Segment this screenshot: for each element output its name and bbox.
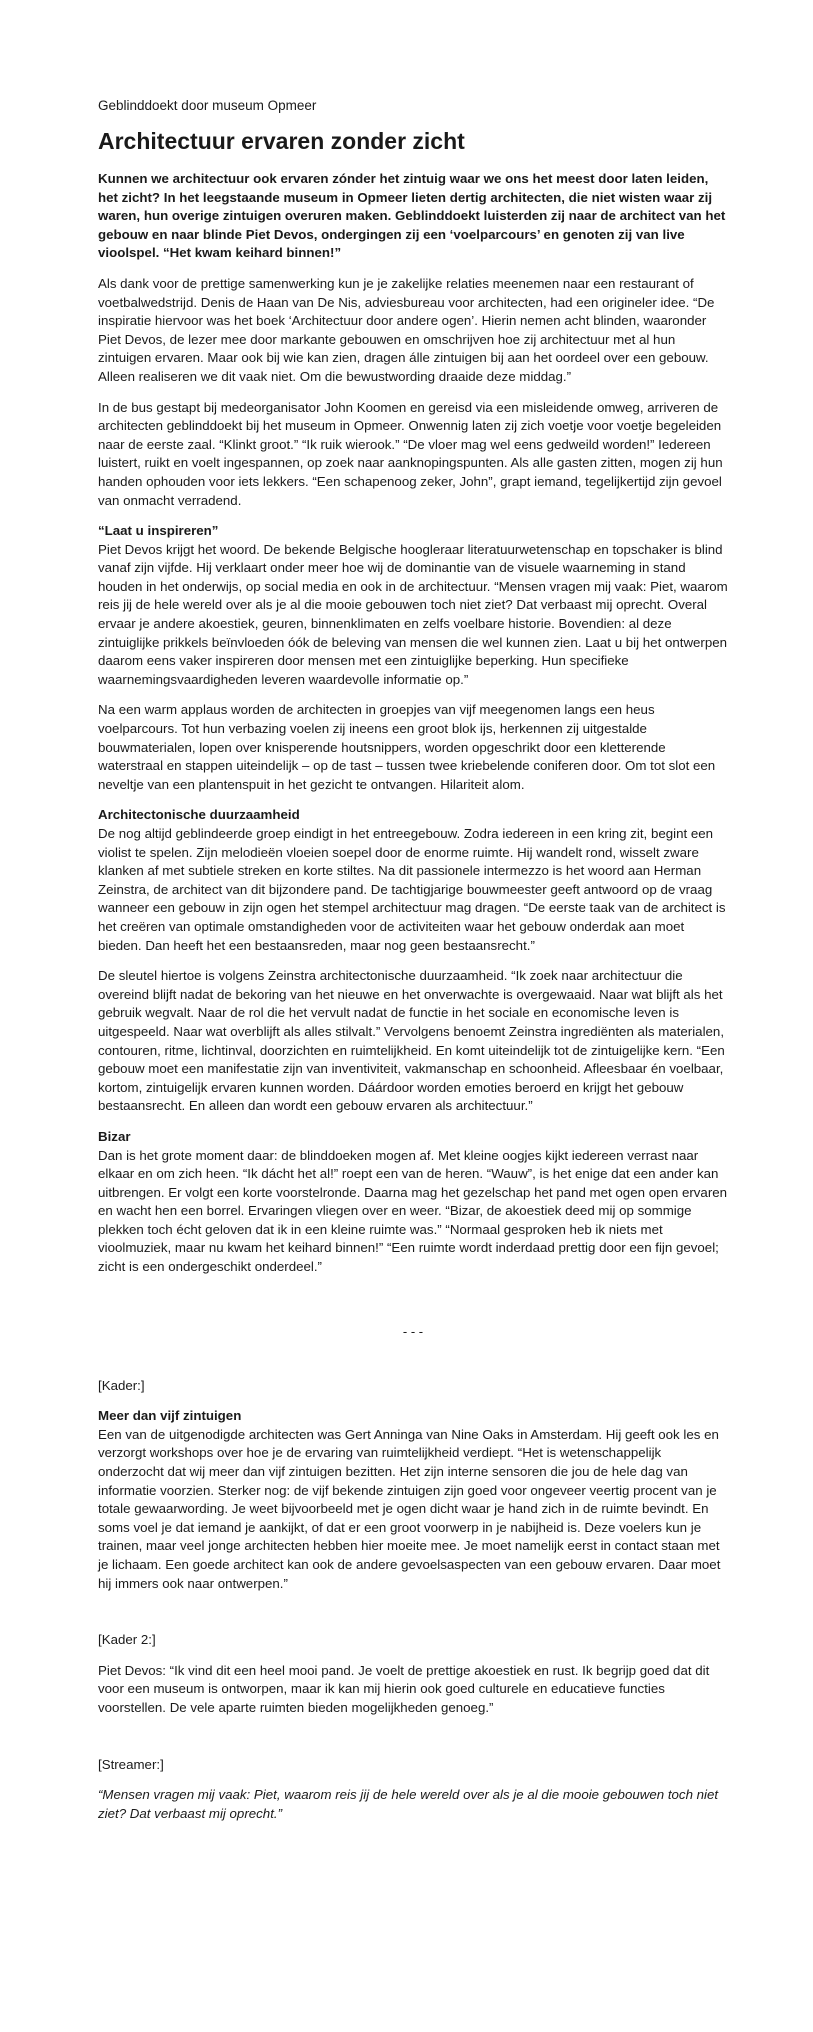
- subheading-duurzaamheid: Architectonische duurzaamheid: [98, 807, 300, 823]
- article-title: Architectuur ervaren zonder zicht: [98, 128, 465, 154]
- section-bizar: [98, 1128, 728, 1277]
- article-body: [98, 96, 728, 1835]
- article-kicker: Geblinddoekt door museum Opmeer: [98, 98, 317, 113]
- kader-1-label: [Kader:]: [98, 1377, 145, 1393]
- paragraph-1: Als dank voor de prettige samenwerking kun je je zakelijke relaties meenemen naar een restaurant of voetbalwedstrijd. Denis de Haan van De Nis, adviesbureau voor architecten, had een origineler idee. “De inspiratie hiervoor was het boek ‘Architectuur door andere ogen’. Hierin nemen acht blinden, waaronder Piet Devos, de lezer mee door markante gebouwen en omschrijven hoe zij architectuur met al hun zintuigen ervaren. Maar ook bij wie kan zien, dragen álle zintuigen bij aan het oordeel over een gebouw. Alleen realiseren we dit vaak niet. Om die bewustwording draaide deze middag.”: [98, 275, 715, 384]
- paragraph-4: Na een warm applaus worden de architecten in groepjes van vijf meegenomen langs een heus voelparcours. Tot hun verbazing voelen zij ineens een groot blok ijs, herkennen zij uitgestalde bouwmaterialen, lopen over knisperende houtsnippers, worden opgeschrikt door een kletterende waterstraal en stappen uiteindelijk – op de tast – tussen twee kriebelende coniferen door. Om tot slot een neveltje van een plantenspuit in het gezicht te ontvangen. Hilariteit alom.: [98, 702, 716, 792]
- section-separator: - - -: [402, 1323, 424, 1339]
- streamer-label: [Streamer:]: [98, 1756, 164, 1772]
- kader-2-label: [Kader 2:]: [98, 1632, 156, 1648]
- subheading-bizar: Bizar: [98, 1128, 131, 1144]
- paragraph-5: De nog altijd geblindeerde groep eindigt in het entreegebouw. Zodra iedereen in een kring zit, begint een violist te spelen. Zijn melodieën vloeien soepel door de enorme ruimte. Hij wandelt rond, wisselt zware klanken af met subtiele streken en korte stiltes. Na dit passionele intermezzo is het woord aan Herman Zeinstra, de architect van dit bijzondere pand. De tachtigjarige bouwmeester geeft antwoord op de vraag wanneer een gebouw in zijn ogen het stempel architectuur mag dragen. “De eerste taak van de architect is het creëren van optimale omstandigheden voor de activiteiten waar het gebouw onderdak aan moet bieden. Dan heeft het een bestaansreden, maar nog geen bestaansrecht.”: [98, 826, 726, 953]
- paragraph-3: Piet Devos krijgt het woord. De bekende Belgische hoogleraar literatuurwetenschap en topschaker is blind vanaf zijn vijfde. Hij verklaart onder meer hoe wij de dominantie van de visuele waarneming in stand houden in het onderwijs, op social media en ook in de architectuur. “Mensen vragen mij vaak: Piet, waarom reis jij de hele wereld over als je al die mooie gebouwen toch niet ziet? Dat verbaast mij oprecht. Overal ervaar je andere akoestiek, geuren, binnenklimaten en zelfs voelbare historie. Bovendien: al deze zintuiglijke prikkels beïnvloeden óók de beleving van mensen die wel kunnen zien. Laat u bij het ontwerpen daarom eens vaker inspireren door mensen met een zintuiglijke beperking. Hun specifieke waarnemingsvaardigheden leveren waardevolle informatie op.”: [98, 541, 728, 687]
- article-lead: Kunnen we architectuur ook ervaren zónder het zintuig waar we ons het meest door laten leiden, het zicht? In het leegstaande museum in Opmeer lieten dertig architecten, die niet wisten waar zij waren, hun overige zintuigen overuren maken. Geblinddoekt luisterden zij naar de architect van het gebouw en naar blinde Piet Devos, ondergingen zij een ‘voelparcours’ en genoten zij van live vioolspel. “Het kwam keihard binnen!”: [98, 171, 726, 261]
- paragraph-2: In de bus gestapt bij medeorganisator John Koomen en gereisd via een misleidende omweg, arriveren de architecten geblinddoekt bij het museum in Opmeer. Onwennig laten zij zich voetje voor voetje begeleiden naar de eerste zaal. “Klinkt groot.” “Ik ruik wierook.” “De vloer mag wel eens gedweild worden!” Iedereen luistert, ruikt en voelt ingespannen, op zoek naar aanknopingspunten. Als alle gasten zitten, mogen zij hun handen ophouden voor iets lekkers. “Een schapenoog zeker, John”, grapt iemand, tegelijkertijd zijn gevoel van onmacht verradend.: [98, 399, 723, 508]
- kader-1-text: Een van de uitgenodigde architecten was Gert Anninga van Nine Oaks in Amsterdam. Hij geeft ook les en verzorgt workshops over hoe je de ervaring van ruimtelijkheid verdiept. “Het is wetenschappelijk onderzocht dat wij meer dan vijf zintuigen bezitten. Het zijn interne sensoren die jou de hele dag van informatie voorzien. Sterker nog: de vijf bekende zintuigen zijn goed voor ongeveer veertig procent van je totale gewaarwording. Je weet bijvoorbeeld met je ogen dicht waar je hand zich in de ruimte bevindt. En soms voel je dat iemand je aankijkt, of dat er een groot voorwerp in je nabijheid is. Deze voelers kun je trainen, maar veel jonge architecten hebben hier moeite mee. Je moet namelijk eerst in contact staan met je lichaam. Een goede architect kan ook de andere gevoelsaspecten van een gebouw ervaren. Daar moet hij immers ook naar ontwerpen.”: [98, 1426, 721, 1591]
- paragraph-6: De sleutel hiertoe is volgens Zeinstra architectonische duurzaamheid. “Ik zoek naar architectuur die overeind blijft nadat de bekoring van het nieuwe en het onverwachte is overgewaaid. Naar wat blijft als het gebruik wegvalt. Naar de rol die het vervult nadat de functie in het sociale en economische leven is uitgespeeld. Naar wat overblijft als alles stilvalt.” Vervolgens benoemt Zeinstra ingrediënten als materialen, contouren, ritme, lichtinval, doorzichten en ruimtelijkheid. En komt uiteindelijk tot de zintuigelijke kern. “Een gebouw moet een manifestatie zijn van inventiviteit, vakmanschap en schoonheid. Afleesbaar én voelbaar, kortom, zintuigelijk ervaren kunnen worden. Dáárdoor worden emoties beroerd en krijgt het gebouw bestaansrecht. En alleen dan wordt een gebouw ervaren als architectuur.”: [98, 968, 725, 1114]
- spacer: [98, 1730, 728, 1756]
- section-inspireren: [98, 522, 728, 689]
- subheading-inspireren: “Laat u inspireren”: [98, 523, 219, 539]
- streamer-quote: “Mensen vragen mij vaak: Piet, waarom reis jij de hele wereld over als je al die mooie gebouwen toch niet ziet? Dat verbaast mij oprecht.”: [98, 1787, 719, 1821]
- spacer: [98, 1605, 728, 1631]
- kader-1-title: Meer dan vijf zintuigen: [98, 1408, 242, 1424]
- paragraph-7: Dan is het grote moment daar: de blinddoeken mogen af. Met kleine oogjes kijkt iedereen verrast naar elkaar en om zich heen. “Ik dácht het al!” roept een van de heren. “Wauw”, is het enige dat een ander kan uitbrengen. Er volgt een korte voorstelronde. Daarna mag het gezelschap het pand met ogen open ervaren en wacht hen een borrel. Ervaringen vliegen over en weer. “Bizar, de akoestiek deed mij op sommige plekken toch écht geloven dat ik in een kleine ruimte was.” “Normaal gesproken heb ik niets met vioolmuziek, maar nu kwam het keihard binnen!” “Een ruimte wordt inderdaad prettig door een fijn gevoel; zicht is een ondergeschikt onderdeel.”: [98, 1147, 728, 1275]
- kader-1-box: [98, 1407, 728, 1593]
- section-duurzaamheid: [98, 806, 728, 955]
- kader-2-text: Piet Devos: “Ik vind dit een heel mooi pand. Je voelt de prettige akoestiek en rust. Ik begrijp goed dat dit voor een museum is ontworpen, maar ik kan mij hierin ook goed culturele en educatieve functies voorstellen. De vele aparte ruimten bieden mogelijkheden genoeg.”: [98, 1662, 710, 1715]
